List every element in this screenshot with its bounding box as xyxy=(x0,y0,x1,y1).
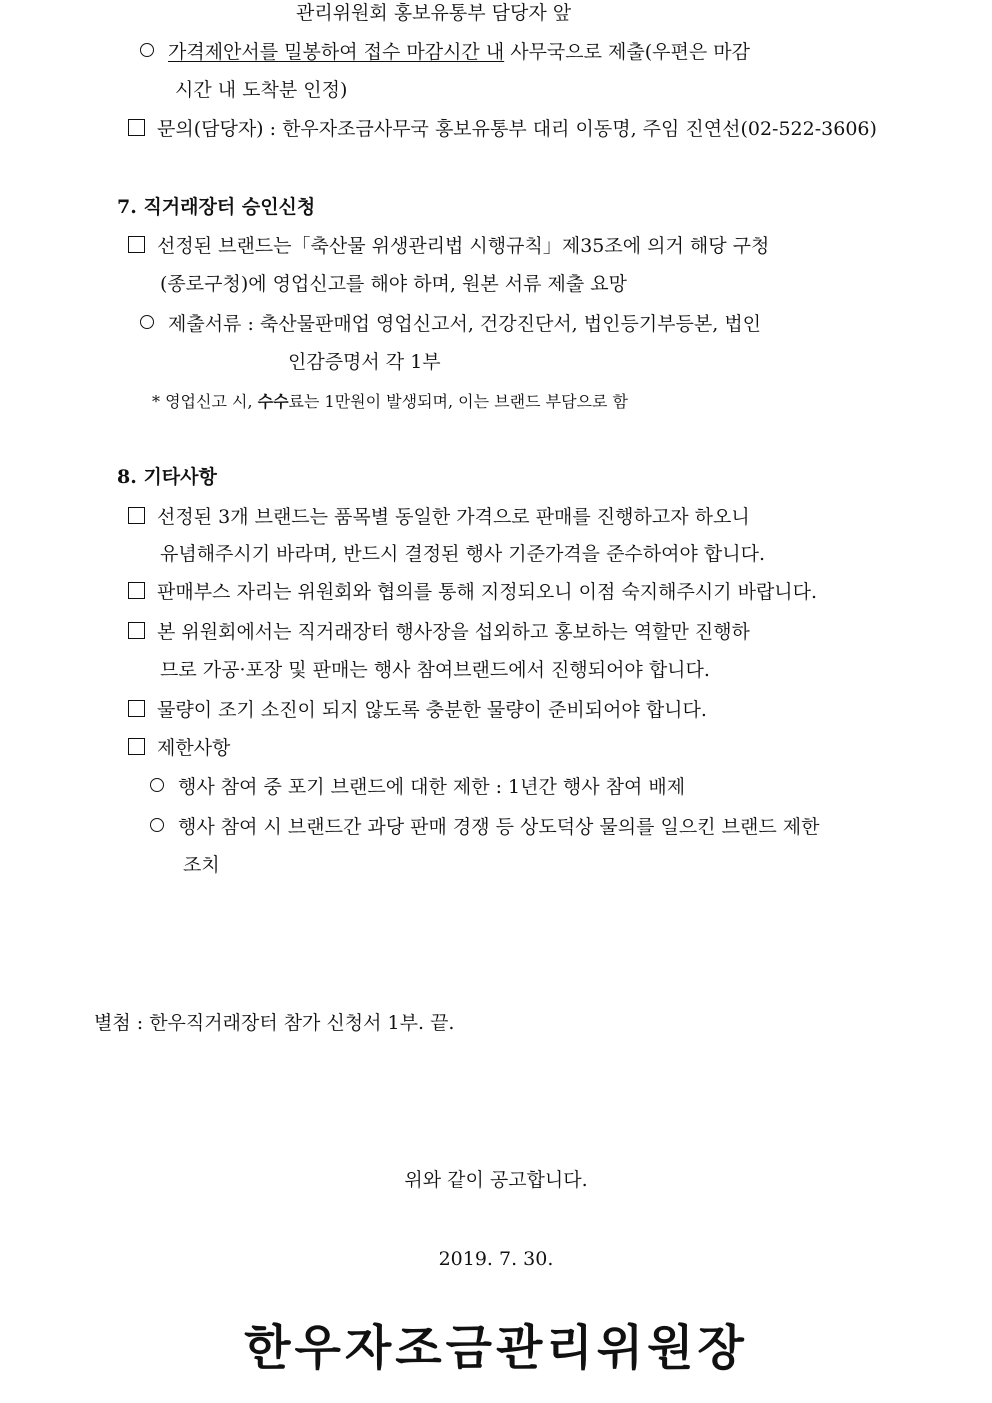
section-7-heading: 7. 직거래장터 승인신청 xyxy=(117,196,316,218)
circle-bullet-icon xyxy=(140,315,154,329)
circle-bullet-icon xyxy=(150,818,164,832)
checkbox-bullet-icon xyxy=(128,236,145,253)
restriction-1-text: 행사 참여 중 포기 브랜드에 대한 제한 : 1년간 행사 참여 배제 xyxy=(178,776,686,798)
s8-item-booth xyxy=(128,580,817,604)
document-date: 2019. 7. 30. xyxy=(438,1248,554,1270)
s7-item-brand-registration xyxy=(128,234,769,258)
restriction-2-line2: 조치 xyxy=(183,854,220,876)
circle-bullet-icon xyxy=(150,778,164,792)
s8-item-restrictions xyxy=(128,736,230,760)
attachment-line: 별첨 : 한우직거래장터 참가 신청서 1부. 끝. xyxy=(94,1012,455,1034)
note-post: 료는 1만원이 발생되며, 이는 브랜드 부담으로 함 xyxy=(288,392,628,411)
restriction-2 xyxy=(150,815,819,839)
s8-item4-text: 물량이 조기 소진이 되지 않도록 충분한 물량이 준비되어야 합니다. xyxy=(157,699,707,721)
circle-bullet-icon xyxy=(140,43,154,57)
s8-item1-line2: 유념해주시기 바라며, 반드시 결정된 행사 기준가격을 준수하여야 합니다. xyxy=(160,543,765,565)
checkbox-bullet-icon xyxy=(128,700,145,717)
submission-underlined: 가격제안서를 밀봉하여 접수 마감시간 내 xyxy=(168,41,505,63)
s8-item-price xyxy=(128,505,750,529)
submission-bullet xyxy=(140,40,750,64)
s8-item5-text: 제한사항 xyxy=(157,737,231,759)
s7-item-line2: (종로구청)에 영업신고를 해야 하며, 원본 서류 제출 요망 xyxy=(160,273,627,295)
s7-docs-line2: 인감증명서 각 1부 xyxy=(288,351,441,373)
s7-docs-bullet xyxy=(140,312,761,336)
checkbox-bullet-icon xyxy=(128,582,145,599)
checkbox-bullet-icon xyxy=(128,507,145,524)
s7-docs-line1: 제출서류 : 축산물판매업 영업신고서, 건강진단서, 법인등기부등본, 법인 xyxy=(168,313,762,335)
section-8-heading: 8. 기타사항 xyxy=(117,466,217,488)
note-pre: * 영업신고 시, xyxy=(152,392,258,411)
recipient-line: 관리위원회 홍보유통부 담당자 앞 xyxy=(296,2,572,24)
s7-fee-note xyxy=(152,390,628,414)
s8-item-quantity xyxy=(128,698,707,722)
s8-item1-line1: 선정된 3개 브랜드는 품목별 동일한 가격으로 판매를 진행하고자 하오니 xyxy=(157,506,750,528)
submission-continuation: 시간 내 도착분 인정) xyxy=(175,79,348,101)
checkbox-bullet-icon xyxy=(128,622,145,639)
signature-title: 한우자조금관리위원장 xyxy=(244,1320,748,1376)
submission-rest: 사무국으로 제출(우편은 마감 xyxy=(504,41,750,63)
s7-item-line1: 선정된 브랜드는「축산물 위생관리법 시행규칙」제35조에 의거 해당 구청 xyxy=(157,235,770,257)
s8-item2-text: 판매부스 자리는 위원회와 협의를 통해 지정되오니 이점 숙지해주시기 바랍니다. xyxy=(157,581,818,603)
inquiry-text: 문의(담당자) : 한우자조금사무국 홍보유통부 대리 이동명, 주임 진연선(02-522-3606) xyxy=(157,118,877,140)
s8-item-role xyxy=(128,620,750,644)
s8-item3-line2: 므로 가공·포장 및 판매는 행사 참여브랜드에서 진행되어야 합니다. xyxy=(160,659,710,681)
checkbox-bullet-icon xyxy=(128,738,145,755)
restriction-1 xyxy=(150,775,685,799)
inquiry-item xyxy=(128,117,877,141)
s8-item3-line1: 본 위원회에서는 직거래장터 행사장을 섭외하고 홍보하는 역할만 진행하 xyxy=(157,621,750,643)
note-bold: 수수 xyxy=(257,392,289,411)
restriction-2-line1: 행사 참여 시 브랜드간 과당 판매 경쟁 등 상도덕상 물의를 일으킨 브랜드 제한 xyxy=(178,816,820,838)
closing-statement: 위와 같이 공고합니다. xyxy=(404,1169,588,1191)
checkbox-bullet-icon xyxy=(128,119,145,136)
